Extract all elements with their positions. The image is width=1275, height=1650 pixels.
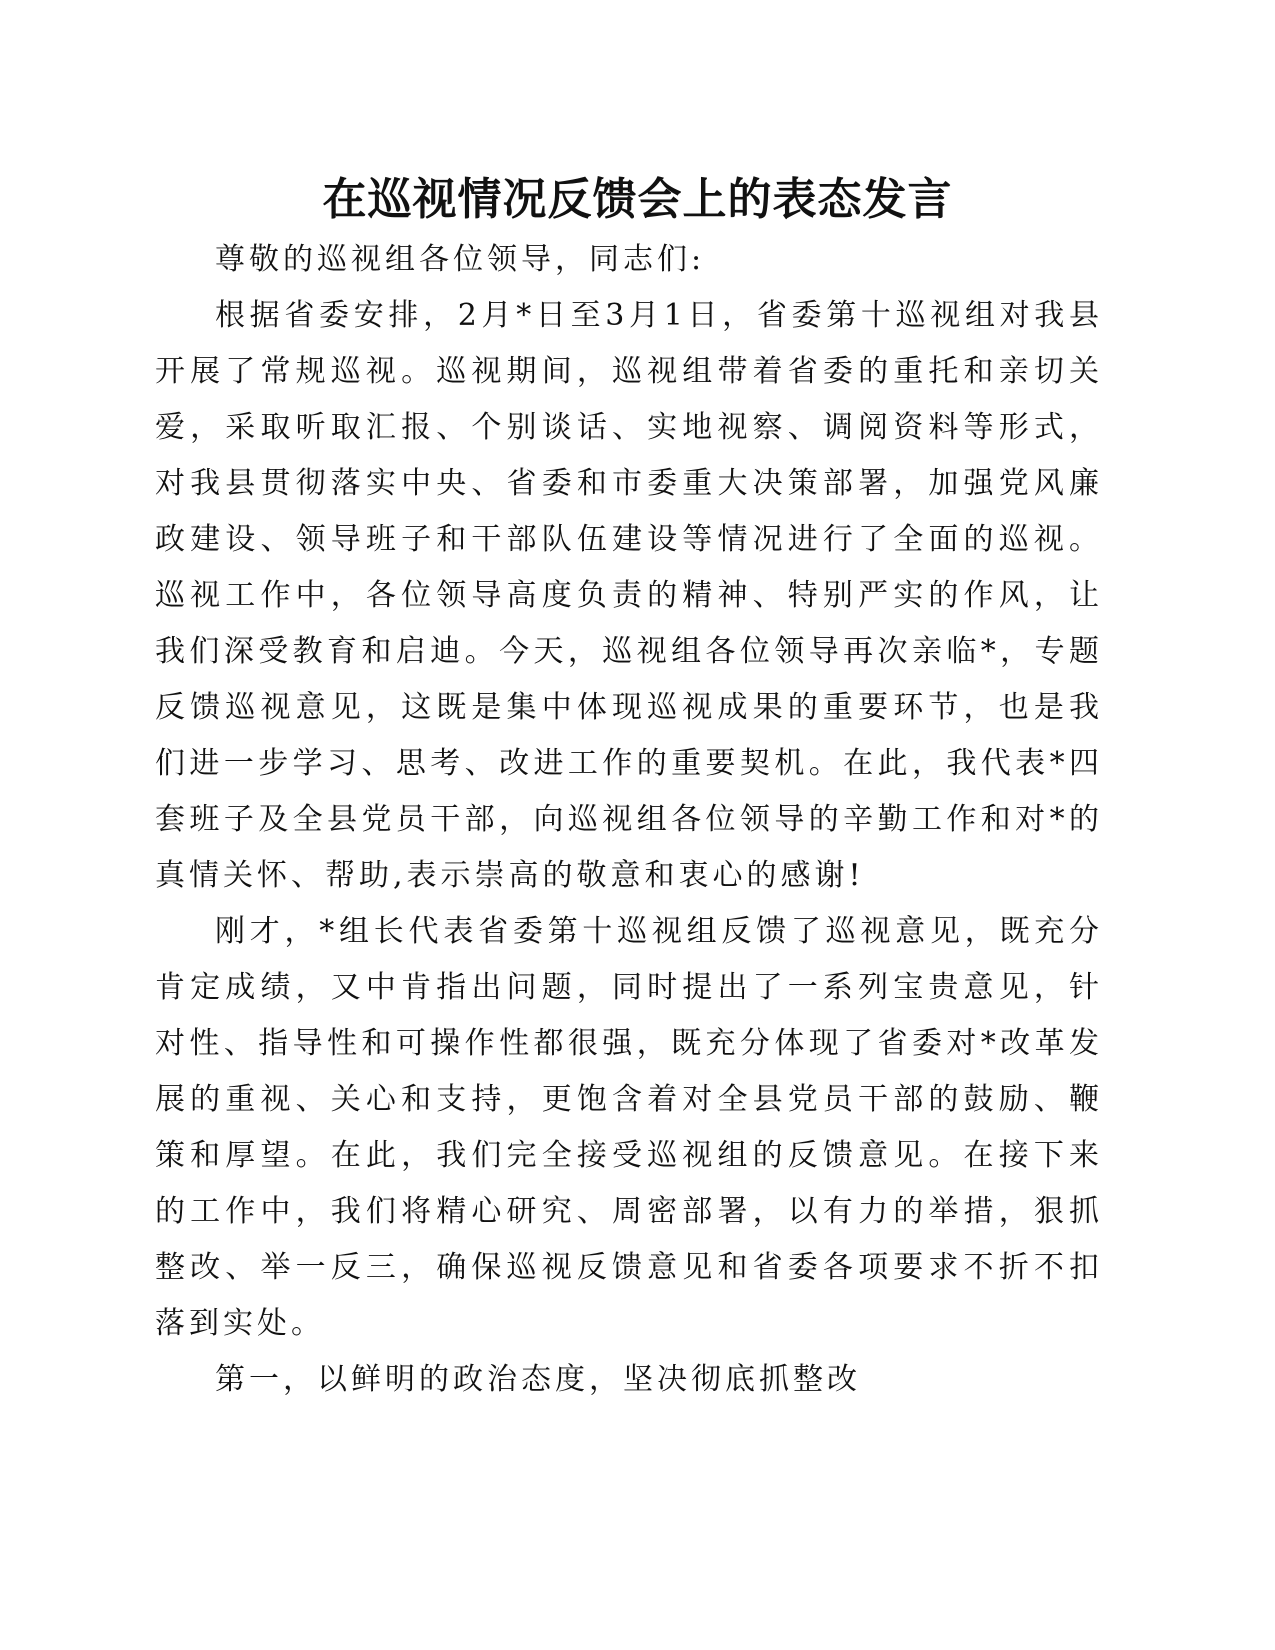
paragraph-feedback: 刚才，*组长代表省委第十巡视组反馈了巡视意见，既充分肯定成绩，又中肯指出问题，同时提出了一系列宝贵意见，针对性、指导性和可操作性都很强，既充分体现了省委对*改革发展的重视、关心和支持，更饱含着对全县党员干部的鼓励、鞭策和厚望。在此，我们完全接受巡视组的反馈意见。在接下来的工作中，我们将精心研究、周密部署，以有力的举措，狠抓整改、举一反三，确保巡视反馈意见和省委各项要求不折不扣落到实处。 [155, 914, 1103, 1341]
document-body [155, 232, 1103, 1408]
document-title: 在巡视情况反馈会上的表态发言 [322, 174, 953, 225]
paragraph-intro: 根据省委安排，2月*日至3月1日，省委第十巡视组对我县开展了常规巡视。巡视期间，巡视组带着省委的重托和亲切关爱，采取听取汇报、个别谈话、实地视察、调阅资料等形式，对我县贯彻落实中央、省委和市委重大决策部署，加强党风廉政建设、领导班子和干部队伍建设等情况进行了全面的巡视。巡视工作中，各位领导高度负责的精神、特别严实的作风，让我们深受教育和启迪。今天，巡视组各位领导再次亲临*，专题反馈巡视意见，这既是集中体现巡视成果的重要环节，也是我们进一步学习、思考、改进工作的重要契机。在此，我代表*四套班子及全县党员干部，向巡视组各位领导的辛勤工作和对*的真情关怀、帮助,表示崇高的敬意和衷心的感谢! [155, 298, 1103, 893]
salutation: 尊敬的巡视组各位领导，同志们: [215, 242, 706, 277]
section-heading-first: 第一，以鲜明的政治态度，坚决彻底抓整改 [215, 1362, 861, 1397]
